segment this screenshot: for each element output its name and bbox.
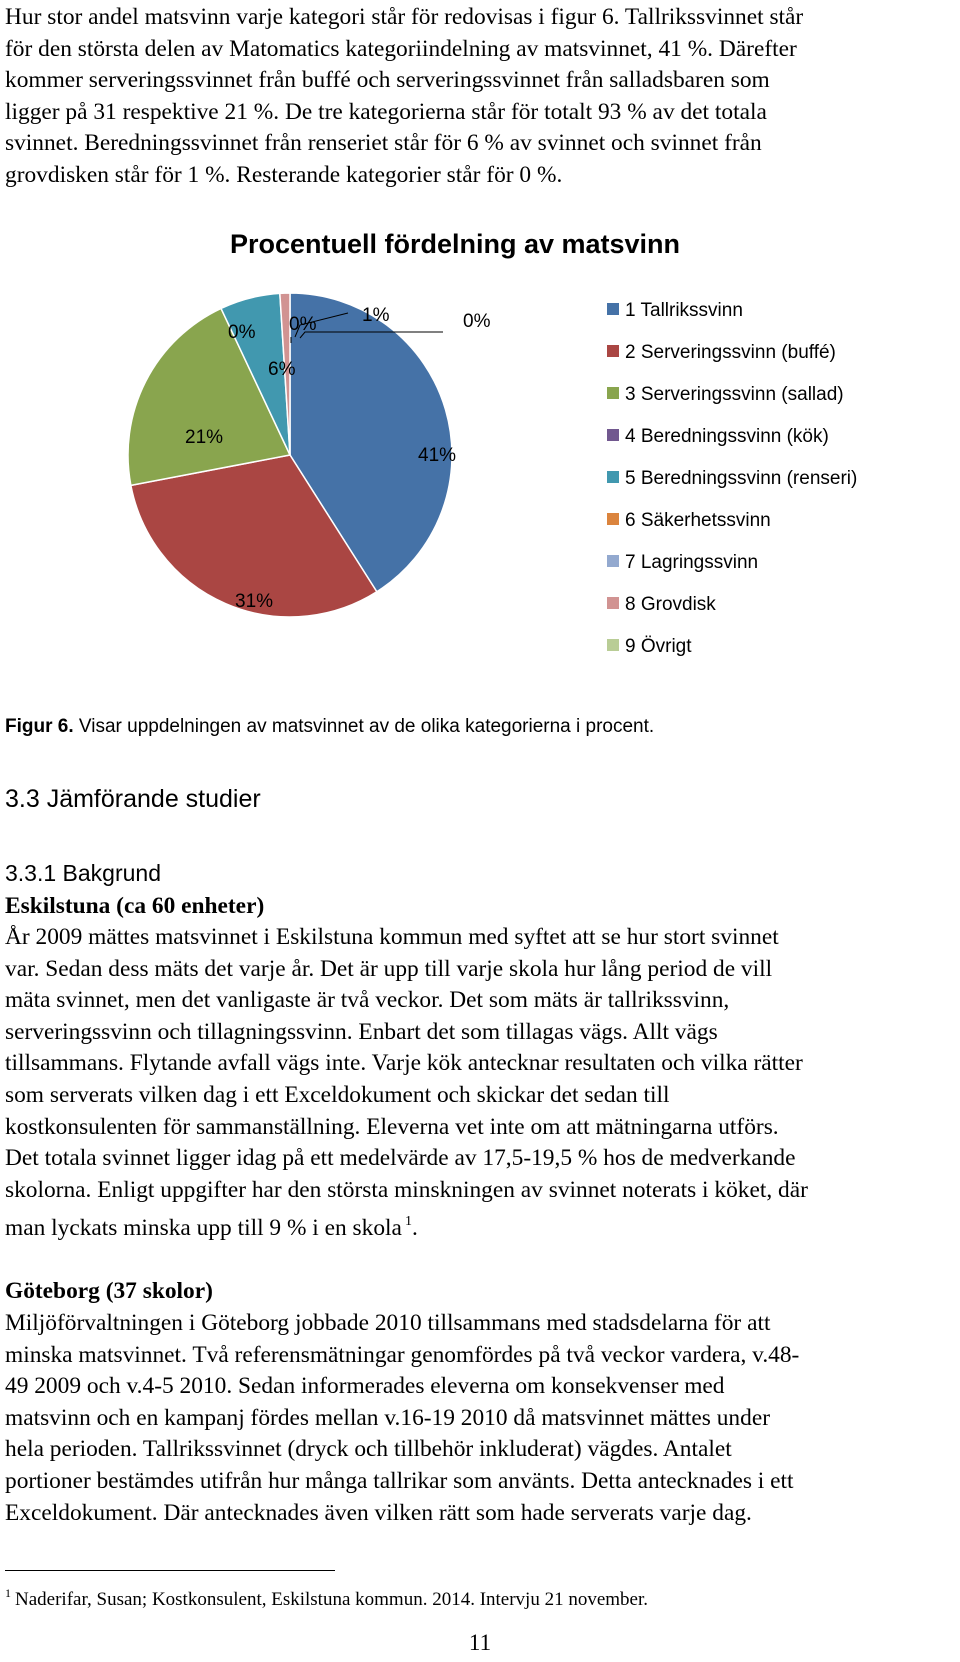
paragraph-line: minska matsvinnet. Två referensmätningar genomfördes på två veckor vardera, v.48- xyxy=(5,1341,800,1368)
legend-label: 6 Säkerhetssvinn xyxy=(625,510,771,531)
eskilstuna-title: Eskilstuna (ca 60 enheter) xyxy=(5,893,265,919)
paragraph-line: tillsammans. Flytande avfall vägs inte. Varje kök antecknar resultaten och vilka rätter xyxy=(5,1050,803,1077)
caption-label: Figur 6. xyxy=(5,716,74,737)
paragraph-line: som serverats vilken dag i ett Exceldokument och skickar det sedan till xyxy=(5,1081,670,1108)
legend-swatch xyxy=(607,597,619,609)
legend-swatch xyxy=(607,303,619,315)
legend-label: 8 Grovdisk xyxy=(625,594,716,615)
intro-line: svinnet. Beredningssvinnet från renseriet står för 6 % av svinnet och svinnet från xyxy=(5,130,762,157)
paragraph-line: År 2009 mättes matsvinnet i Eskilstuna kommun med syftet att se hur stort svinnet xyxy=(5,924,779,950)
caption-text: Visar uppdelningen av matsvinnet av de olika kategorierna i procent. xyxy=(73,716,655,737)
legend-label: 7 Lagringssvinn xyxy=(625,552,759,573)
slice-data-label: 31% xyxy=(235,591,274,612)
slice-data-label: 41% xyxy=(418,445,457,466)
intro-line: ligger på 31 respektive 21 %. De tre kategorierna står för totalt 93 % av det totala xyxy=(5,98,767,125)
intro-paragraph xyxy=(5,2,945,192)
legend-label: 2 Serveringssvinn (buffé) xyxy=(625,342,836,363)
paragraph-line-end: . xyxy=(411,1215,418,1242)
paragraph-line: Exceldokument. Där antecknades även vilken rätt som hade serverats varje dag. xyxy=(5,1499,752,1526)
footnote-text: Naderifar, Susan; Kostkonsulent, Eskilstuna kommun. 2014. Intervju 21 november. xyxy=(15,1589,649,1610)
intro-line: kommer serveringssvinnet från buffé och serveringssvinnet från salladsbaren som xyxy=(5,67,770,94)
intro-line: grovdisken står för 1 %. Resterande kategorier står för 0 %. xyxy=(5,161,563,188)
legend-swatch xyxy=(607,513,619,525)
legend-label: 3 Serveringssvinn (sallad) xyxy=(625,384,844,405)
paragraph-line: kostkonsulenten för sammanställning. Eleverna vet inte om att mätningarna utförs. xyxy=(5,1113,779,1140)
slice-data-label: 0% xyxy=(228,322,256,343)
paragraph-line: Miljöförvaltningen i Göteborg jobbade 2010 tillsammans med stadsdelarna för att xyxy=(5,1310,771,1336)
pie-chart xyxy=(0,215,960,685)
legend-swatch xyxy=(607,345,619,357)
paragraph-line: var. Sedan dess mäts det varje år. Det är upp till varje skola hur lång period de vill xyxy=(5,955,773,982)
legend-swatch xyxy=(607,555,619,567)
paragraph-line: portioner bestämdes utifrån hur många tallrikar som använts. Detta antecknades i ett xyxy=(5,1467,794,1494)
page-number: 11 xyxy=(468,1630,492,1655)
paragraph-line: hela perioden. Tallrikssvinnet (dryck och tillbehör inkluderat) vägdes. Antalet xyxy=(5,1436,732,1463)
paragraph-line: skolorna. Enligt uppgifter har den största minskningen av svinnet noterats i köket, där xyxy=(5,1176,808,1203)
footnote xyxy=(5,1586,648,1611)
paragraph-line: Det totala svinnet ligger idag på ett medelvärde av 17,5-19,5 % hos de medverkande xyxy=(5,1145,796,1172)
paragraph-line: 49 2009 och v.4-5 2010. Sedan informerades eleverna om konsekvenser med xyxy=(5,1373,725,1400)
paragraph-line-text: man lyckats minska upp till 9 % i en skola xyxy=(5,1215,402,1242)
slice-data-label: 21% xyxy=(185,427,224,448)
paragraph-line: mäta svinnet, men det vanligaste är två veckor. Det som mäts är tallrikssvinn, xyxy=(5,987,730,1014)
goteborg-title: Göteborg (37 skolor) xyxy=(5,1278,213,1304)
slice-data-label: 0% xyxy=(463,311,491,332)
legend-swatch xyxy=(607,471,619,483)
legend-swatch xyxy=(607,387,619,399)
legend-label: 4 Beredningssvinn (kök) xyxy=(625,426,829,447)
legend-label: 9 Övrigt xyxy=(625,636,692,657)
intro-line: Hur stor andel matsvinn varje kategori står för redovisas i figur 6. Tallrikssvinnet står xyxy=(5,4,804,30)
slice-data-label: 0% xyxy=(289,314,317,335)
legend-label: 1 Tallrikssvinn xyxy=(625,300,743,321)
slice-data-label: 1% xyxy=(362,305,390,326)
subsection-heading: 3.3.1 Bakgrund xyxy=(5,860,162,886)
goteborg-paragraph xyxy=(5,1308,950,1529)
legend-swatch xyxy=(607,429,619,441)
footnote-divider xyxy=(5,1570,335,1571)
footnote-reference[interactable]: 1 xyxy=(404,1214,412,1230)
legend-swatch xyxy=(607,639,619,651)
paragraph-line: serveringssvinn och tillagningssvinn. Enbart det som tillagas vägs. Allt vägs xyxy=(5,1018,718,1045)
paragraph-line xyxy=(5,1206,950,1245)
pie-chart-figure xyxy=(0,215,960,685)
footnote-number: 1 xyxy=(5,1586,11,1600)
slice-data-label: 6% xyxy=(268,359,296,380)
intro-line: för den största delen av Matomatics kategoriindelning av matsvinnet, 41 %. Därefter xyxy=(5,35,797,62)
section-heading: 3.3 Jämförande studier xyxy=(5,785,261,813)
paragraph-line: matsvinn och en kampanj fördes mellan v.16-19 2010 då matsvinnet mättes under xyxy=(5,1404,770,1431)
chart-title: Procentuell fördelning av matsvinn xyxy=(229,229,681,259)
legend-label: 5 Beredningssvinn (renseri) xyxy=(625,468,858,489)
figure-caption xyxy=(5,716,654,738)
eskilstuna-paragraph xyxy=(5,922,950,1245)
